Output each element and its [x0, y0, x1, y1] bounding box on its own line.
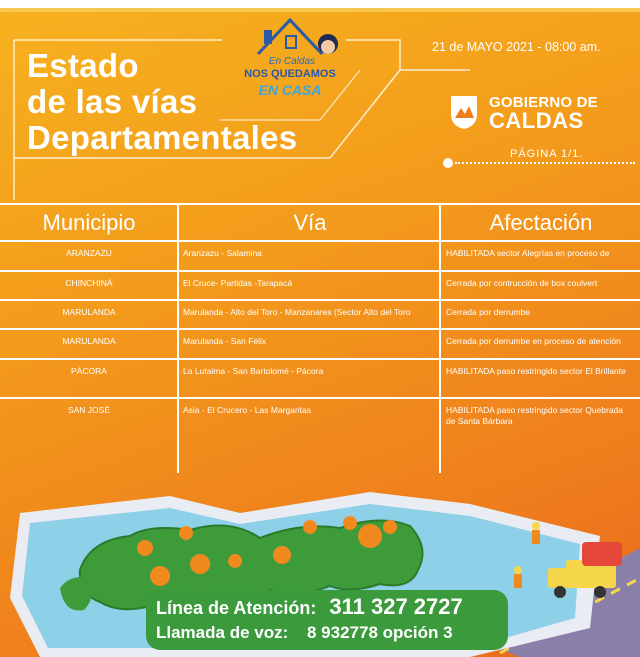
cell-via: Marulanda - San Félix	[183, 336, 267, 346]
report-date: 21 de MAYO 2021 - 08:00 am.	[432, 40, 601, 54]
title-line-1: Estado	[27, 47, 139, 84]
cell-municipio: ARANZAZU	[66, 248, 112, 258]
campaign-line-2: NOS QUEDAMOS	[244, 68, 336, 80]
cell-via: Aranzazu - Salamina	[183, 248, 262, 258]
header-municipio: Municipio	[42, 210, 136, 235]
table-row	[0, 272, 640, 301]
table-row	[0, 242, 640, 272]
campaign-line-1: En Caldas	[268, 56, 316, 67]
table-row	[0, 301, 640, 330]
contact-line-2	[156, 623, 453, 643]
table-row	[0, 399, 640, 481]
gov-logo-line-2: CALDAS	[489, 108, 584, 133]
cell-afectacion: Cerrada por derrumbe	[446, 307, 531, 317]
gov-logo-line-1: GOBIERNO DE	[489, 94, 598, 111]
header-afectacion: Afectación	[489, 210, 593, 235]
cell-municipio: SAN JOSÉ	[67, 405, 111, 415]
page-number: PÁGINA 1/1.	[510, 148, 584, 160]
cell-afectacion: Cerrada por contrucción de box coulvert	[446, 278, 598, 288]
cell-afectacion: Cerrada por derrumbe en proceso de atención	[446, 336, 621, 346]
cell-municipio: MARULANDA	[62, 336, 116, 346]
contact-line-1	[156, 594, 463, 620]
government-logo	[449, 92, 609, 134]
campaign-logo	[236, 14, 344, 102]
title-line-2: de las vías	[27, 83, 198, 120]
cell-via: Marulanda - Alto del Toro - Manzanares (Sector Alto del Toro	[183, 307, 411, 317]
page-indicator-line	[455, 162, 635, 164]
table-header	[0, 203, 640, 242]
cell-via: El Cruce- Partidas -Tarapacá	[183, 278, 293, 288]
voice-call-number[interactable]: 8 932778 opción 3	[307, 623, 453, 642]
voice-call-label: Llamada de voz:	[156, 623, 289, 642]
cell-municipio: MARULANDA	[62, 307, 116, 317]
attention-line-number[interactable]: 311 327 2727	[329, 594, 463, 619]
roads-table	[0, 203, 640, 481]
attention-line-label: Línea de Atención:	[156, 598, 317, 618]
table-row	[0, 330, 640, 360]
campaign-line-3: EN CASA	[258, 82, 322, 98]
title-line-3: Departamentales	[27, 119, 298, 156]
table-divider-2	[439, 203, 441, 473]
contact-box	[146, 590, 508, 650]
table-row	[0, 360, 640, 399]
cell-via: La Lutaima - San Bartolomé - Pácora	[183, 366, 324, 376]
cell-afectacion: HABILITADA paso restringido sector Quebrada de Santa Bárbara	[446, 405, 624, 426]
header-via: Vía	[293, 210, 327, 235]
page-indicator-dot	[443, 158, 453, 168]
cell-municipio: CHINCHINÁ	[65, 278, 113, 288]
cell-via: Asia - El Crucero - Las Margaritas	[183, 405, 312, 415]
cell-afectacion: HABILITADA paso restringido sector El Brillante	[446, 366, 626, 376]
shield-icon	[449, 94, 479, 130]
table-divider-1	[177, 203, 179, 473]
cell-municipio: PÁCORA	[71, 366, 107, 376]
cell-afectacion: HABILITADA sector Alegrías en proceso de	[446, 248, 610, 258]
